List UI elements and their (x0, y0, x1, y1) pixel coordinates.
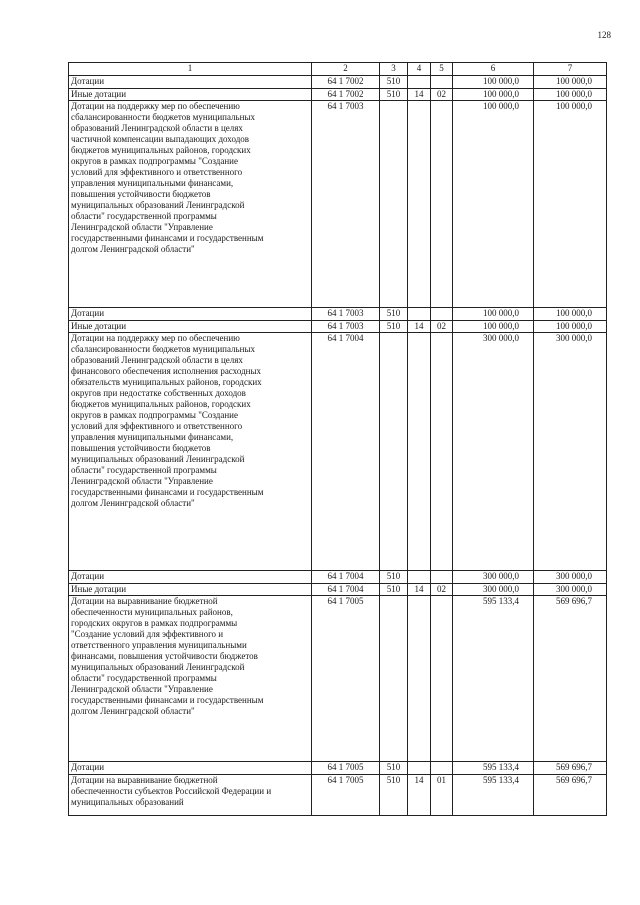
row-subsection: 02 (431, 321, 453, 333)
table-row (69, 321, 607, 333)
row-amount-year-2: 100 000,0 (534, 76, 607, 89)
row-description: Дотации (69, 571, 312, 584)
row-target-code: 64 1 7005 (312, 762, 380, 775)
row-section (408, 762, 431, 775)
table-row (69, 76, 607, 89)
header-col-3: 3 (380, 63, 408, 76)
row-amount-year-2: 569 696,7 (534, 775, 607, 816)
row-target-code: 64 1 7004 (312, 571, 380, 584)
header-col-7: 7 (534, 63, 607, 76)
row-expense-type: 510 (380, 76, 408, 89)
row-target-code: 64 1 7004 (312, 333, 380, 571)
row-amount-year-1: 100 000,0 (453, 76, 534, 89)
row-amount-year-2: 100 000,0 (534, 321, 607, 333)
row-expense-type: 510 (380, 762, 408, 775)
row-expense-type (380, 101, 408, 308)
table-row (69, 571, 607, 584)
row-subsection (431, 76, 453, 89)
header-col-1: 1 (69, 63, 312, 76)
row-target-code: 64 1 7002 (312, 76, 380, 89)
row-amount-year-2: 569 696,7 (534, 762, 607, 775)
table-row (69, 584, 607, 596)
row-expense-type: 510 (380, 571, 408, 584)
row-subsection (431, 308, 453, 321)
row-section: 14 (408, 584, 431, 596)
row-amount-year-1: 100 000,0 (453, 321, 534, 333)
row-subsection (431, 101, 453, 308)
header-col-5: 5 (431, 63, 453, 76)
row-amount-year-2: 300 000,0 (534, 584, 607, 596)
table-row (69, 101, 607, 308)
table-row (69, 333, 607, 571)
row-target-code: 64 1 7003 (312, 101, 380, 308)
row-amount-year-1: 100 000,0 (453, 101, 534, 308)
row-expense-type (380, 596, 408, 762)
row-description: Дотации на поддержку мер по обеспечению сбалансированности бюджетов муниципальных образований Ленинградской области в целях частичной компенсации выпадающих доходов бюджетов муниципальных районов, городских округов в рамках подпрограммы "Создание условий для эффективного и ответственного управления муниципальными финансами, повышения устойчивости бюджетов муниципальных образований Ленинградской области" государственной программы Ленинградской области "Управление государственными финансами и государственным долгом Ленинградской области" (69, 101, 312, 308)
row-section: 14 (408, 321, 431, 333)
table-row (69, 89, 607, 101)
row-subsection (431, 596, 453, 762)
row-description: Иные дотации (69, 584, 312, 596)
header-col-4: 4 (408, 63, 431, 76)
row-amount-year-1: 100 000,0 (453, 89, 534, 101)
row-section (408, 571, 431, 584)
row-description: Дотации на выравнивание бюджетной обеспеченности муниципальных районов, городских округов в рамках подпрограммы "Создание условий для эффективного и ответственного управления муниципальными финансами, повышения устойчивости бюджетов муниципальных образований Ленинградской области" государственной программы Ленинградской области "Управление государственными финансами и государственным долгом Ленинградской области" (69, 596, 312, 762)
row-expense-type: 510 (380, 89, 408, 101)
row-subsection (431, 571, 453, 584)
row-target-code: 64 1 7003 (312, 321, 380, 333)
row-amount-year-1: 300 000,0 (453, 571, 534, 584)
row-description: Дотации на выравнивание бюджетной обеспеченности субъектов Российской Федерации и муниципальных образований (69, 775, 312, 816)
row-expense-type: 510 (380, 321, 408, 333)
row-subsection: 01 (431, 775, 453, 816)
row-description: Дотации на поддержку мер по обеспечению сбалансированности бюджетов муниципальных образований Ленинградской области в целях финансового обеспечения исполнения расходных обязательств муниципальных районов, городских округов при недостатке собственных доходов бюджетов муниципальных районов, городских округов в рамках подпрограммы "Создание условий для эффективного и ответственного управления муниципальными финансами, повышения устойчивости бюджетов муниципальных образований Ленинградской области" государственной программы Ленинградской области "Управление государственными финансами и государственным долгом Ленинградской области" (69, 333, 312, 571)
row-amount-year-2: 100 000,0 (534, 89, 607, 101)
row-description: Дотации (69, 762, 312, 775)
row-section (408, 308, 431, 321)
row-description: Иные дотации (69, 321, 312, 333)
budget-table (68, 62, 607, 816)
row-section (408, 333, 431, 571)
row-amount-year-1: 595 133,4 (453, 762, 534, 775)
header-col-6: 6 (453, 63, 534, 76)
row-amount-year-1: 300 000,0 (453, 333, 534, 571)
table-row (69, 762, 607, 775)
row-section: 14 (408, 89, 431, 101)
table-row (69, 308, 607, 321)
row-amount-year-2: 569 696,7 (534, 596, 607, 762)
row-amount-year-2: 300 000,0 (534, 571, 607, 584)
row-subsection (431, 333, 453, 571)
row-expense-type (380, 333, 408, 571)
row-section (408, 101, 431, 308)
row-target-code: 64 1 7003 (312, 308, 380, 321)
row-section: 14 (408, 775, 431, 816)
row-amount-year-1: 595 133,4 (453, 775, 534, 816)
row-amount-year-1: 100 000,0 (453, 308, 534, 321)
row-description: Иные дотации (69, 89, 312, 101)
row-amount-year-2: 100 000,0 (534, 101, 607, 308)
row-target-code: 64 1 7002 (312, 89, 380, 101)
row-subsection: 02 (431, 584, 453, 596)
row-target-code: 64 1 7004 (312, 584, 380, 596)
row-expense-type: 510 (380, 308, 408, 321)
row-amount-year-2: 300 000,0 (534, 333, 607, 571)
row-section (408, 596, 431, 762)
row-target-code: 64 1 7005 (312, 596, 380, 762)
table-row (69, 596, 607, 762)
row-expense-type: 510 (380, 775, 408, 816)
row-description: Дотации (69, 76, 312, 89)
table-header-row (69, 63, 607, 76)
row-amount-year-1: 595 133,4 (453, 596, 534, 762)
row-expense-type: 510 (380, 584, 408, 596)
row-description: Дотации (69, 308, 312, 321)
table-row (69, 775, 607, 816)
row-amount-year-1: 300 000,0 (453, 584, 534, 596)
row-subsection (431, 762, 453, 775)
row-subsection: 02 (431, 89, 453, 101)
row-amount-year-2: 100 000,0 (534, 308, 607, 321)
row-target-code: 64 1 7005 (312, 775, 380, 816)
row-section (408, 76, 431, 89)
header-col-2: 2 (312, 63, 380, 76)
page-number: 128 (597, 30, 611, 40)
